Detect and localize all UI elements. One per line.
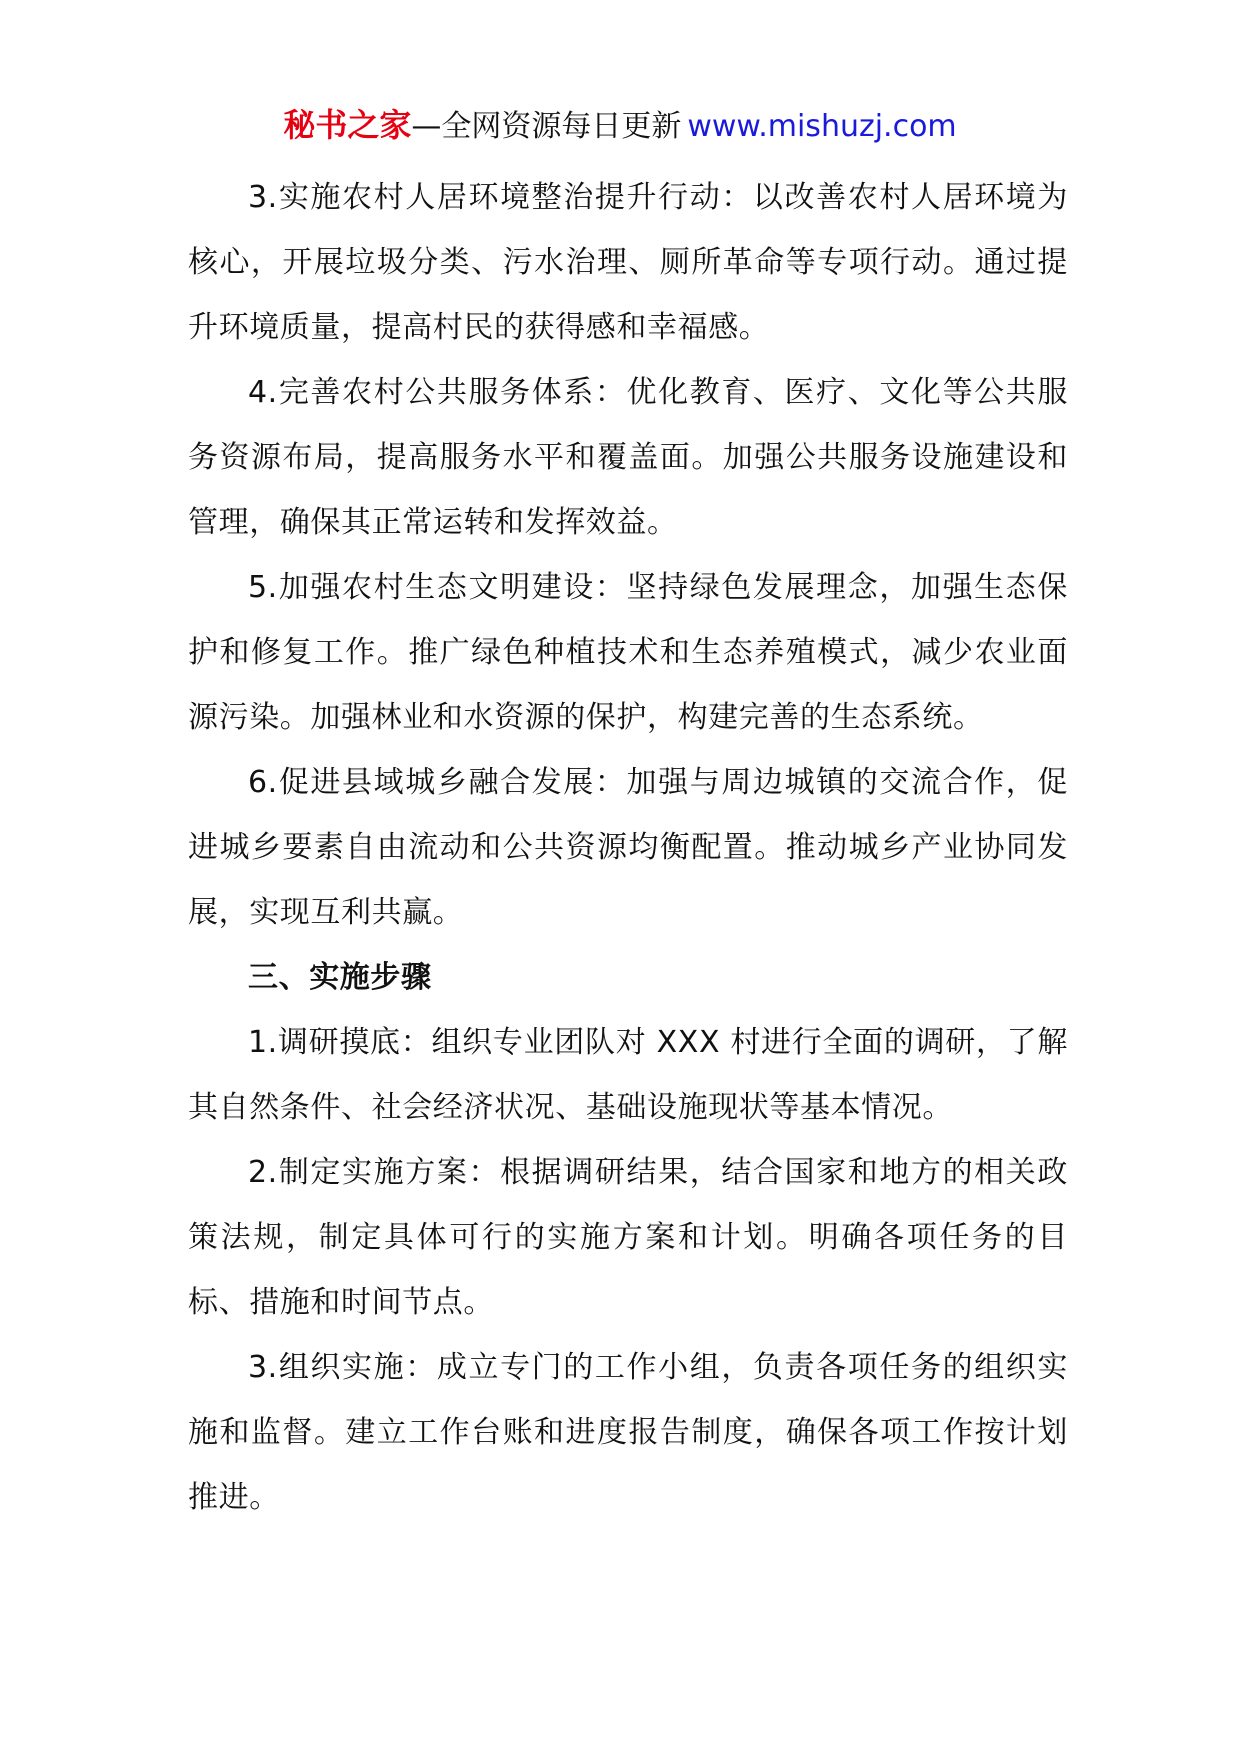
site-tagline: —全网资源每日更新 <box>411 109 682 144</box>
site-header <box>0 103 1240 149</box>
paragraph-5-ecology: 5.加强农村生态文明建设：坚持绿色发展理念，加强生态保护和修复工作。推广绿色种植技术和生态养殖模式，减少农业面源污染。加强林业和水资源的保护，构建完善的生态系统。 <box>188 570 1068 735</box>
document-body <box>188 165 1068 1530</box>
paragraph-step-3-implement: 3.组织实施：成立专门的工作小组，负责各项任务的组织实施和监督。建立工作台账和进度报告制度，确保各项工作按计划推进。 <box>188 1350 1068 1515</box>
paragraph-step-1-survey: 1.调研摸底：组织专业团队对 XXX 村进行全面的调研，了解其自然条件、社会经济状况、基础设施现状等基本情况。 <box>188 1025 1068 1125</box>
paragraph-3-environment: 3.实施农村人居环境整治提升行动：以改善农村人居环境为核心，开展垃圾分类、污水治理、厕所革命等专项行动。通过提升环境质量，提高村民的获得感和幸福感。 <box>188 180 1068 345</box>
paragraph-step-2-plan: 2.制定实施方案：根据调研结果，结合国家和地方的相关政策法规，制定具体可行的实施方案和计划。明确各项任务的目标、措施和时间节点。 <box>188 1155 1068 1320</box>
paragraph-4-public-service: 4.完善农村公共服务体系：优化教育、医疗、文化等公共服务资源布局，提高服务水平和覆盖面。加强公共服务设施建设和管理，确保其正常运转和发挥效益。 <box>188 375 1068 540</box>
paragraph-6-urban-rural: 6.促进县域城乡融合发展：加强与周边城镇的交流合作，促进城乡要素自由流动和公共资源均衡配置。推动城乡产业协同发展，实现互利共赢。 <box>188 765 1068 930</box>
site-brand: 秘书之家 <box>283 106 412 144</box>
site-url[interactable]: www.mishuzj.com <box>687 109 957 144</box>
section-heading-steps: 三、实施步骤 <box>248 960 432 995</box>
